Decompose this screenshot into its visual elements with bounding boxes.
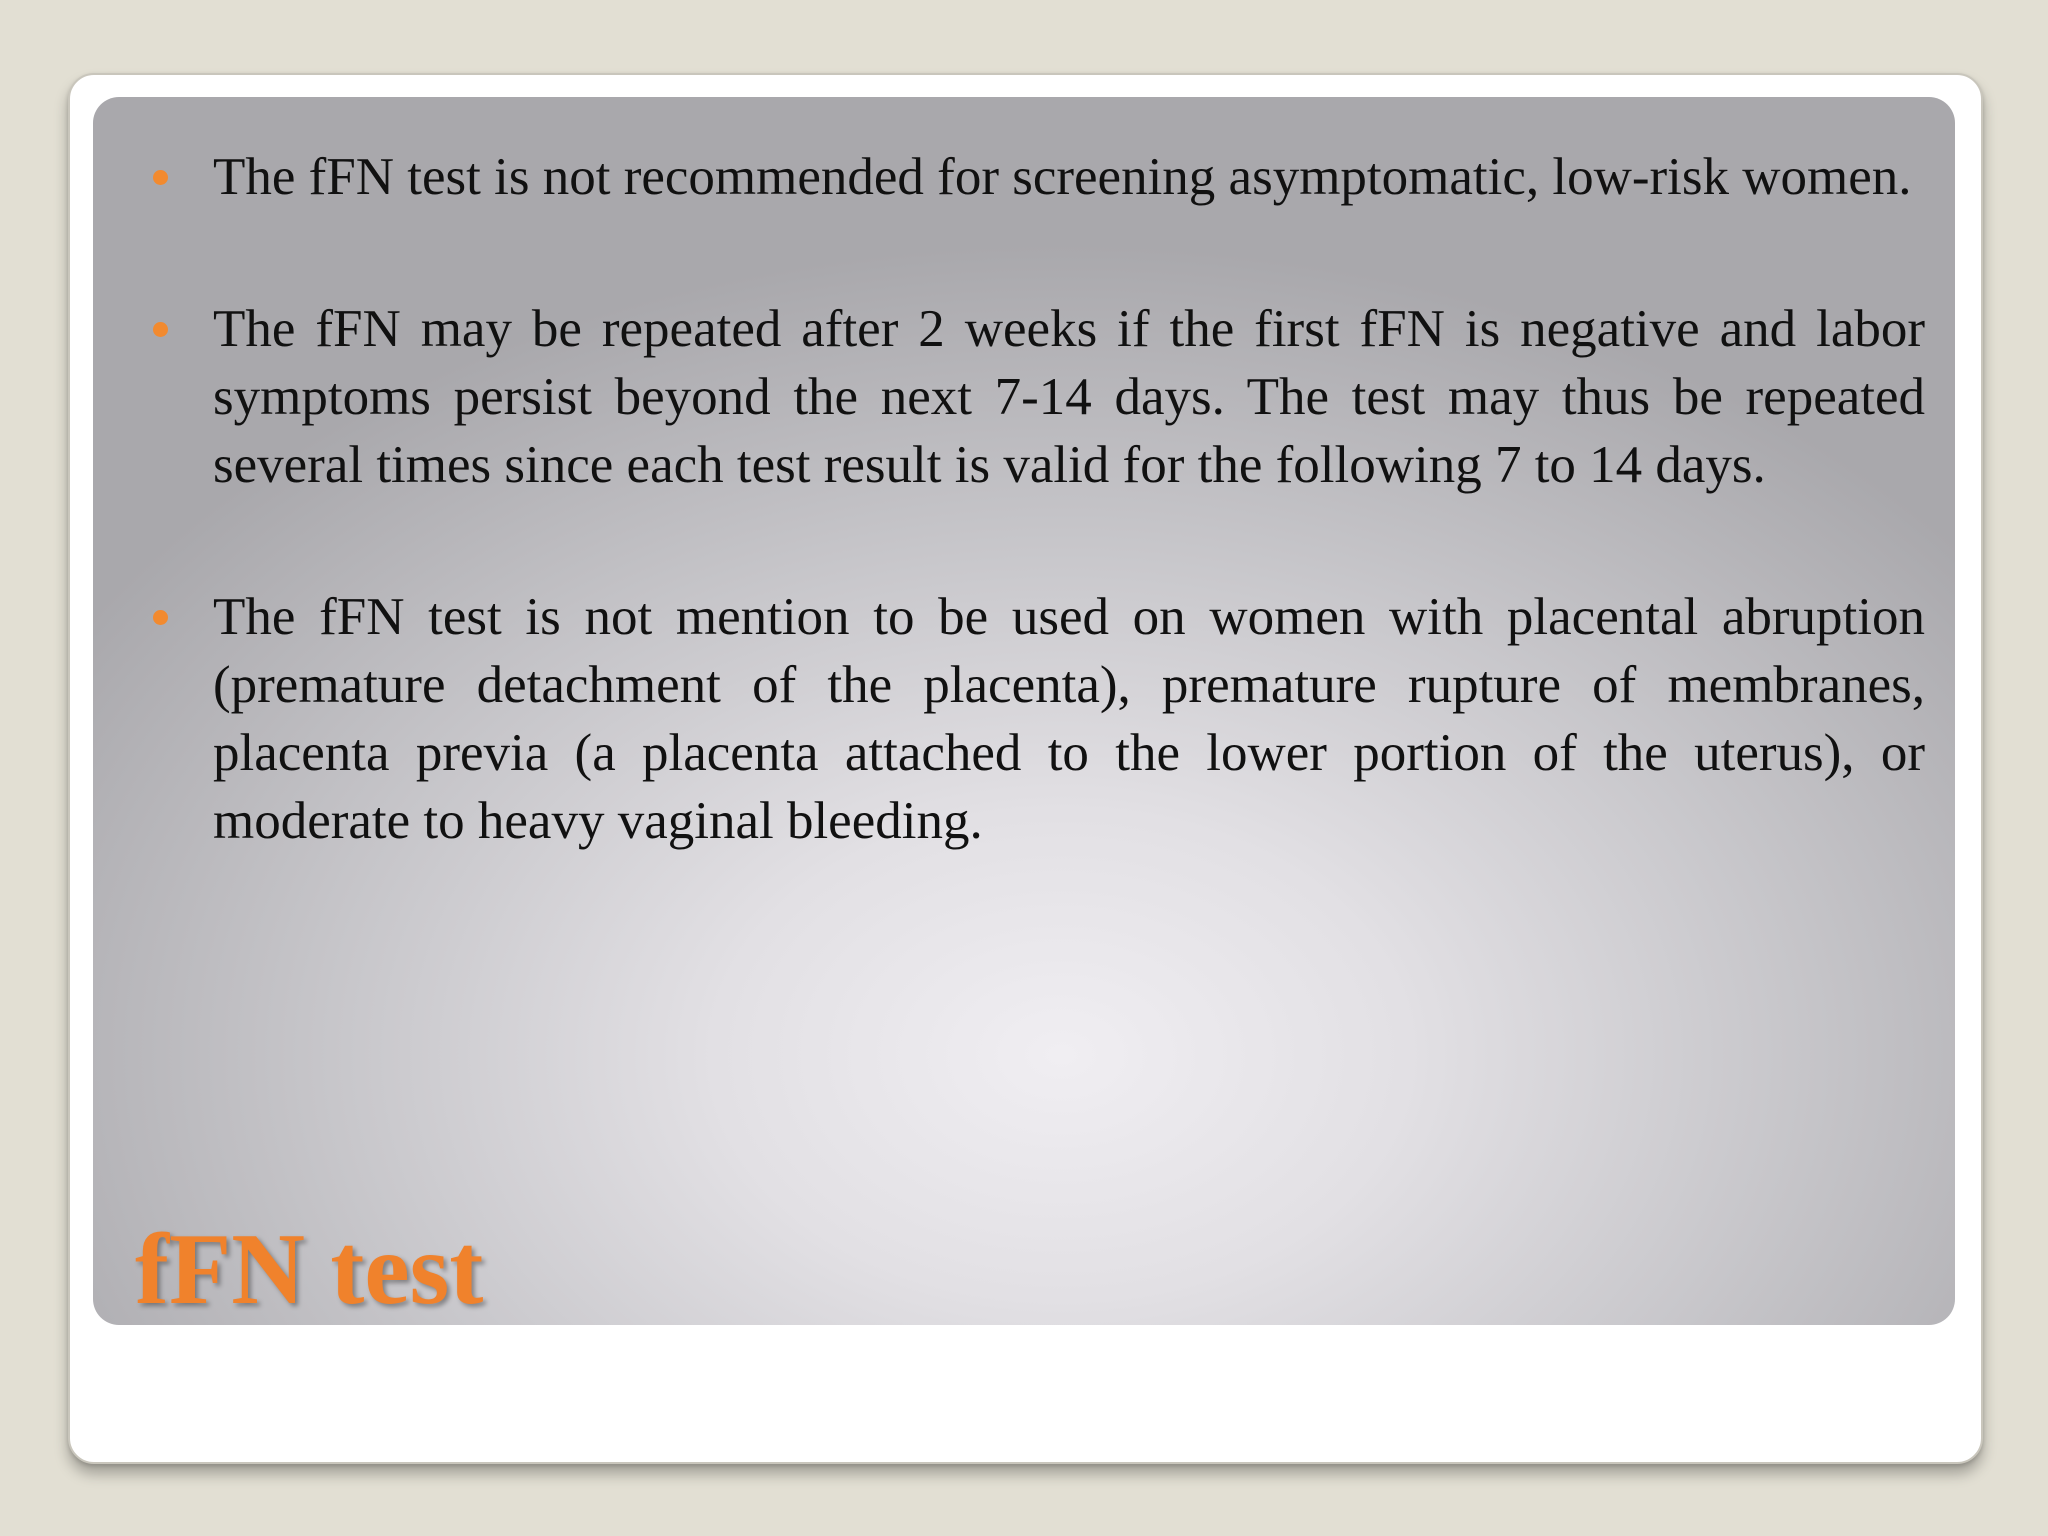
bullet-text: The fFN test is not mention to be used on women with placental abruption (premature detachment of the placenta), premature rupture of membranes, placenta previa (a placenta attached to the lower portion of the uterus), or moderate to heavy vaginal bleeding.: [213, 588, 1925, 850]
bullet-item: [213, 295, 1925, 499]
bullet-item: [213, 583, 1925, 855]
bullet-item: [213, 143, 1925, 211]
content-panel: [93, 97, 1955, 1325]
bullet-list: [213, 143, 1925, 855]
slide-title: fFN test: [135, 1213, 484, 1325]
bullet-dot-icon: [153, 322, 168, 337]
bullet-dot-icon: [153, 170, 168, 185]
bullet-text: The fFN may be repeated after 2 weeks if the first fFN is negative and labor symptoms persist beyond the next 7-14 days. The test may thus be repeated several times since each test result is valid for the following 7 to 14 days.: [213, 300, 1925, 494]
bullet-dot-icon: [153, 610, 168, 625]
bullet-text: The fFN test is not recommended for screening asymptomatic, low-risk women.: [213, 148, 1912, 206]
